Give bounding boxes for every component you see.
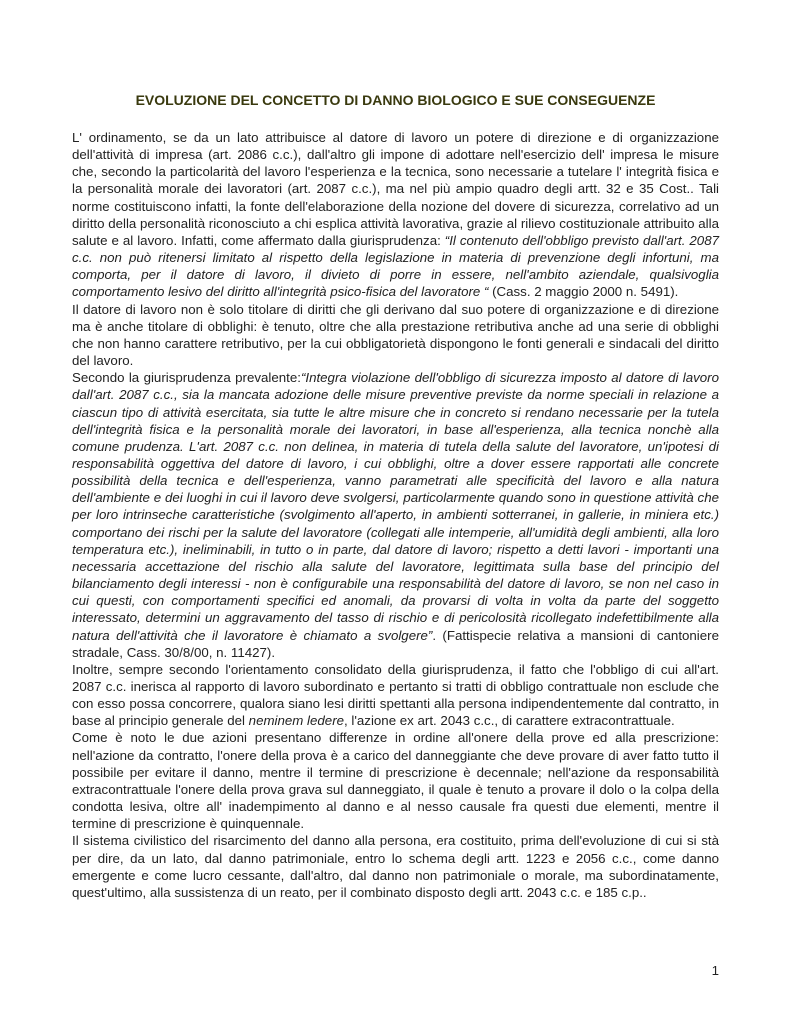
page-number: 1 bbox=[711, 963, 719, 978]
paragraph-5 bbox=[72, 729, 719, 832]
paragraph-4 bbox=[72, 661, 719, 730]
paragraph-6-run-1: Il sistema civilistico del risarcimento del danno alla persona, era costituito, prima dell'evoluzione di cui si stà per dire, da un lato, dal danno patrimoniale, entro lo schema degli artt. 1223 e 2056 c.c., come danno emergente e come lucro cessante, dall'altro, dal danno non patrimoniale o morale, ma subordinatamente, quest'ultimo, alla sussistenza di un reato, per il combinato disposto degli artt. 2043 c.c. e 185 c.p.. bbox=[72, 833, 719, 900]
paragraph-1-run-2-quote: “Il contenuto dell'obbligo previsto dall'art. 2087 c.c. non può ritenersi limitato al rispetto della legislazione in materia di prevenzione degli infortuni, ma comporta, per il datore di lavoro, il divieto di porre in essere, nell'ambito aziendale, qualsivoglia comportamento lesivo del diritto all'integrità psico-fisica del lavoratore “ bbox=[72, 232, 719, 300]
paragraph-6 bbox=[72, 832, 719, 901]
document-content bbox=[72, 92, 719, 901]
paragraph-2-run-1: Il datore di lavoro non è solo titolare di diritti che gli derivano dal suo potere di organizzazione e di direzione ma è anche titolare di obblighi: è tenuto, oltre che alla prestazione retributiva anche ad una serie di obblighi che non hanno carattere retributivo, per la cui obbligatorietà dispongono le fonti generali e sindacali del diritto del lavoro. bbox=[72, 301, 719, 369]
paragraph-5-run-1: Come è noto le due azioni presentano differenze in ordine all'onere della prove ed alla prescrizione: nell'azione da contratto, l'onere della prova è a carico del danneggiante che deve provare di aver fatto tutto il possibile per evitare il danno, mentre il termine di prescrizione è decennale; nell'azione da responsabilità extracontrattuale l'onere della prova grava sul danneggiato, il quale è tenuto a provare il dolo o la colpa della condotta lesiva, oltre all' inadempimento al danno e al nesso causale fra questi due elementi, mentre il termine di prescrizione è quinquennale. bbox=[72, 730, 719, 832]
paragraph-3-run-3: . (Fattispecie relativa a mansioni di cantoniere stradale, Cass. 30/8/00, n. 11427). bbox=[72, 627, 719, 660]
document-title: EVOLUZIONE DEL CONCETTO DI DANNO BIOLOGICO E SUE CONSEGUENZE bbox=[135, 92, 656, 108]
paragraph-1 bbox=[72, 129, 719, 301]
paragraph-1-run-3: (Cass. 2 maggio 2000 n. 5491). bbox=[492, 284, 679, 300]
paragraph-4-run-1: Inoltre, sempre secondo l'orientamento consolidato della giurisprudenza, il fatto che l'obbligo di cui all'art. 2087 c.c. inerisca al rapporto di lavoro subordinato e pertanto si tratti di obbligo contrattuale non esclude che con esso possa concorrere, qualora siano lesi diritti spettanti alla persona indipendentemente dal contratto, in base al principio generale del bbox=[72, 661, 719, 729]
paragraph-3-run-1: Secondo la giurisprudenza prevalente: bbox=[72, 370, 301, 386]
paragraph-4-run-2-latin-phrase: neminem ledere bbox=[248, 713, 345, 729]
paragraph-4-run-3: , l'azione ex art. 2043 c.c., di carattere extracontrattuale. bbox=[344, 713, 675, 729]
paragraph-3-run-2-quote: “Integra violazione dell'obbligo di sicurezza imposto al datore di lavoro dall'art. 2087 c.c., sia la mancata adozione delle misure preventive previste da norme speciali in relazione a ciascun tipo di attività esercitata, sia tutte le altre misure che in concreto si rendano necessarie per la tutela dell'integrità fisica e la personalità morale dei lavoratori, in base all'esperienza, alla tecnica nonchè alla comune prudenza. L'art. 2087 c.c. non delinea, in materia di tutela della salute del lavoratore, un'ipotesi di responsabilità oggettiva del datore di lavoro, i cui obblighi, oltre a dover essere rapportati alle concrete possibilità della tecnica e dell'esperienza, vanno parametrati alle specificità del lavoro e alla natura dell'ambiente e dei luoghi in cui il lavoro deve svolgersi, particolarmente quando sono in questione attività che per loro intrinseche caratteristiche (svolgimento all'aperto, in ambienti sotterranei, in gallerie, in miniera etc.) comportano dei rischi per la salute del lavoratore (collegati alle intemperie, all'umidità degli ambienti, alla loro temperatura etc.), ineliminabili, in tutto o in parte, dal datore di lavoro; rispetto a detti lavori - importanti una necessaria accettazione del rischio alla salute del lavoratore, legittimata sulla base del principio del bilanciamento degli interessi - non è configurabile una responsabilità del datore di lavoro, se non nel caso in cui questi, con comportamenti specifici ed anomali, da provarsi di volta in volta da parte del soggetto interessato, determini un aggravamento del tasso di rischio e di pericolosità ricollegato indefettibilmente alla natura dell'attività che il lavoratore è chiamato a svolgere” bbox=[72, 370, 720, 643]
paragraph-2 bbox=[72, 301, 719, 370]
paragraph-3 bbox=[72, 369, 719, 661]
paragraph-1-run-1: L' ordinamento, se da un lato attribuisce al datore di lavoro un potere di direzione e di organizzazione dell'attività di impresa (art. 2086 c.c.), dall'altro gli impone di adottare nell'esercizio dell' impresa le misure che, secondo la particolarità del lavoro l'esperienza e la tecnica, sono necessarie a tutelare l' integrità fisica e la personalità morale dei lavoratori (art. 2087 c.c.), ma nel più ampio quadro degli artt. 32 e 35 Cost.. Tali norme costituiscono infatti, la fonte dell'elaborazione della nozione del dovere di sicurezza, correlativo ad un diritto della personalità riconosciuto a chi esplica attività lavorativa, grazie al rilievo costituzionale attribuito alla salute e al lavoro. Infatti, come affermato dalla giurisprudenza: bbox=[72, 130, 719, 248]
